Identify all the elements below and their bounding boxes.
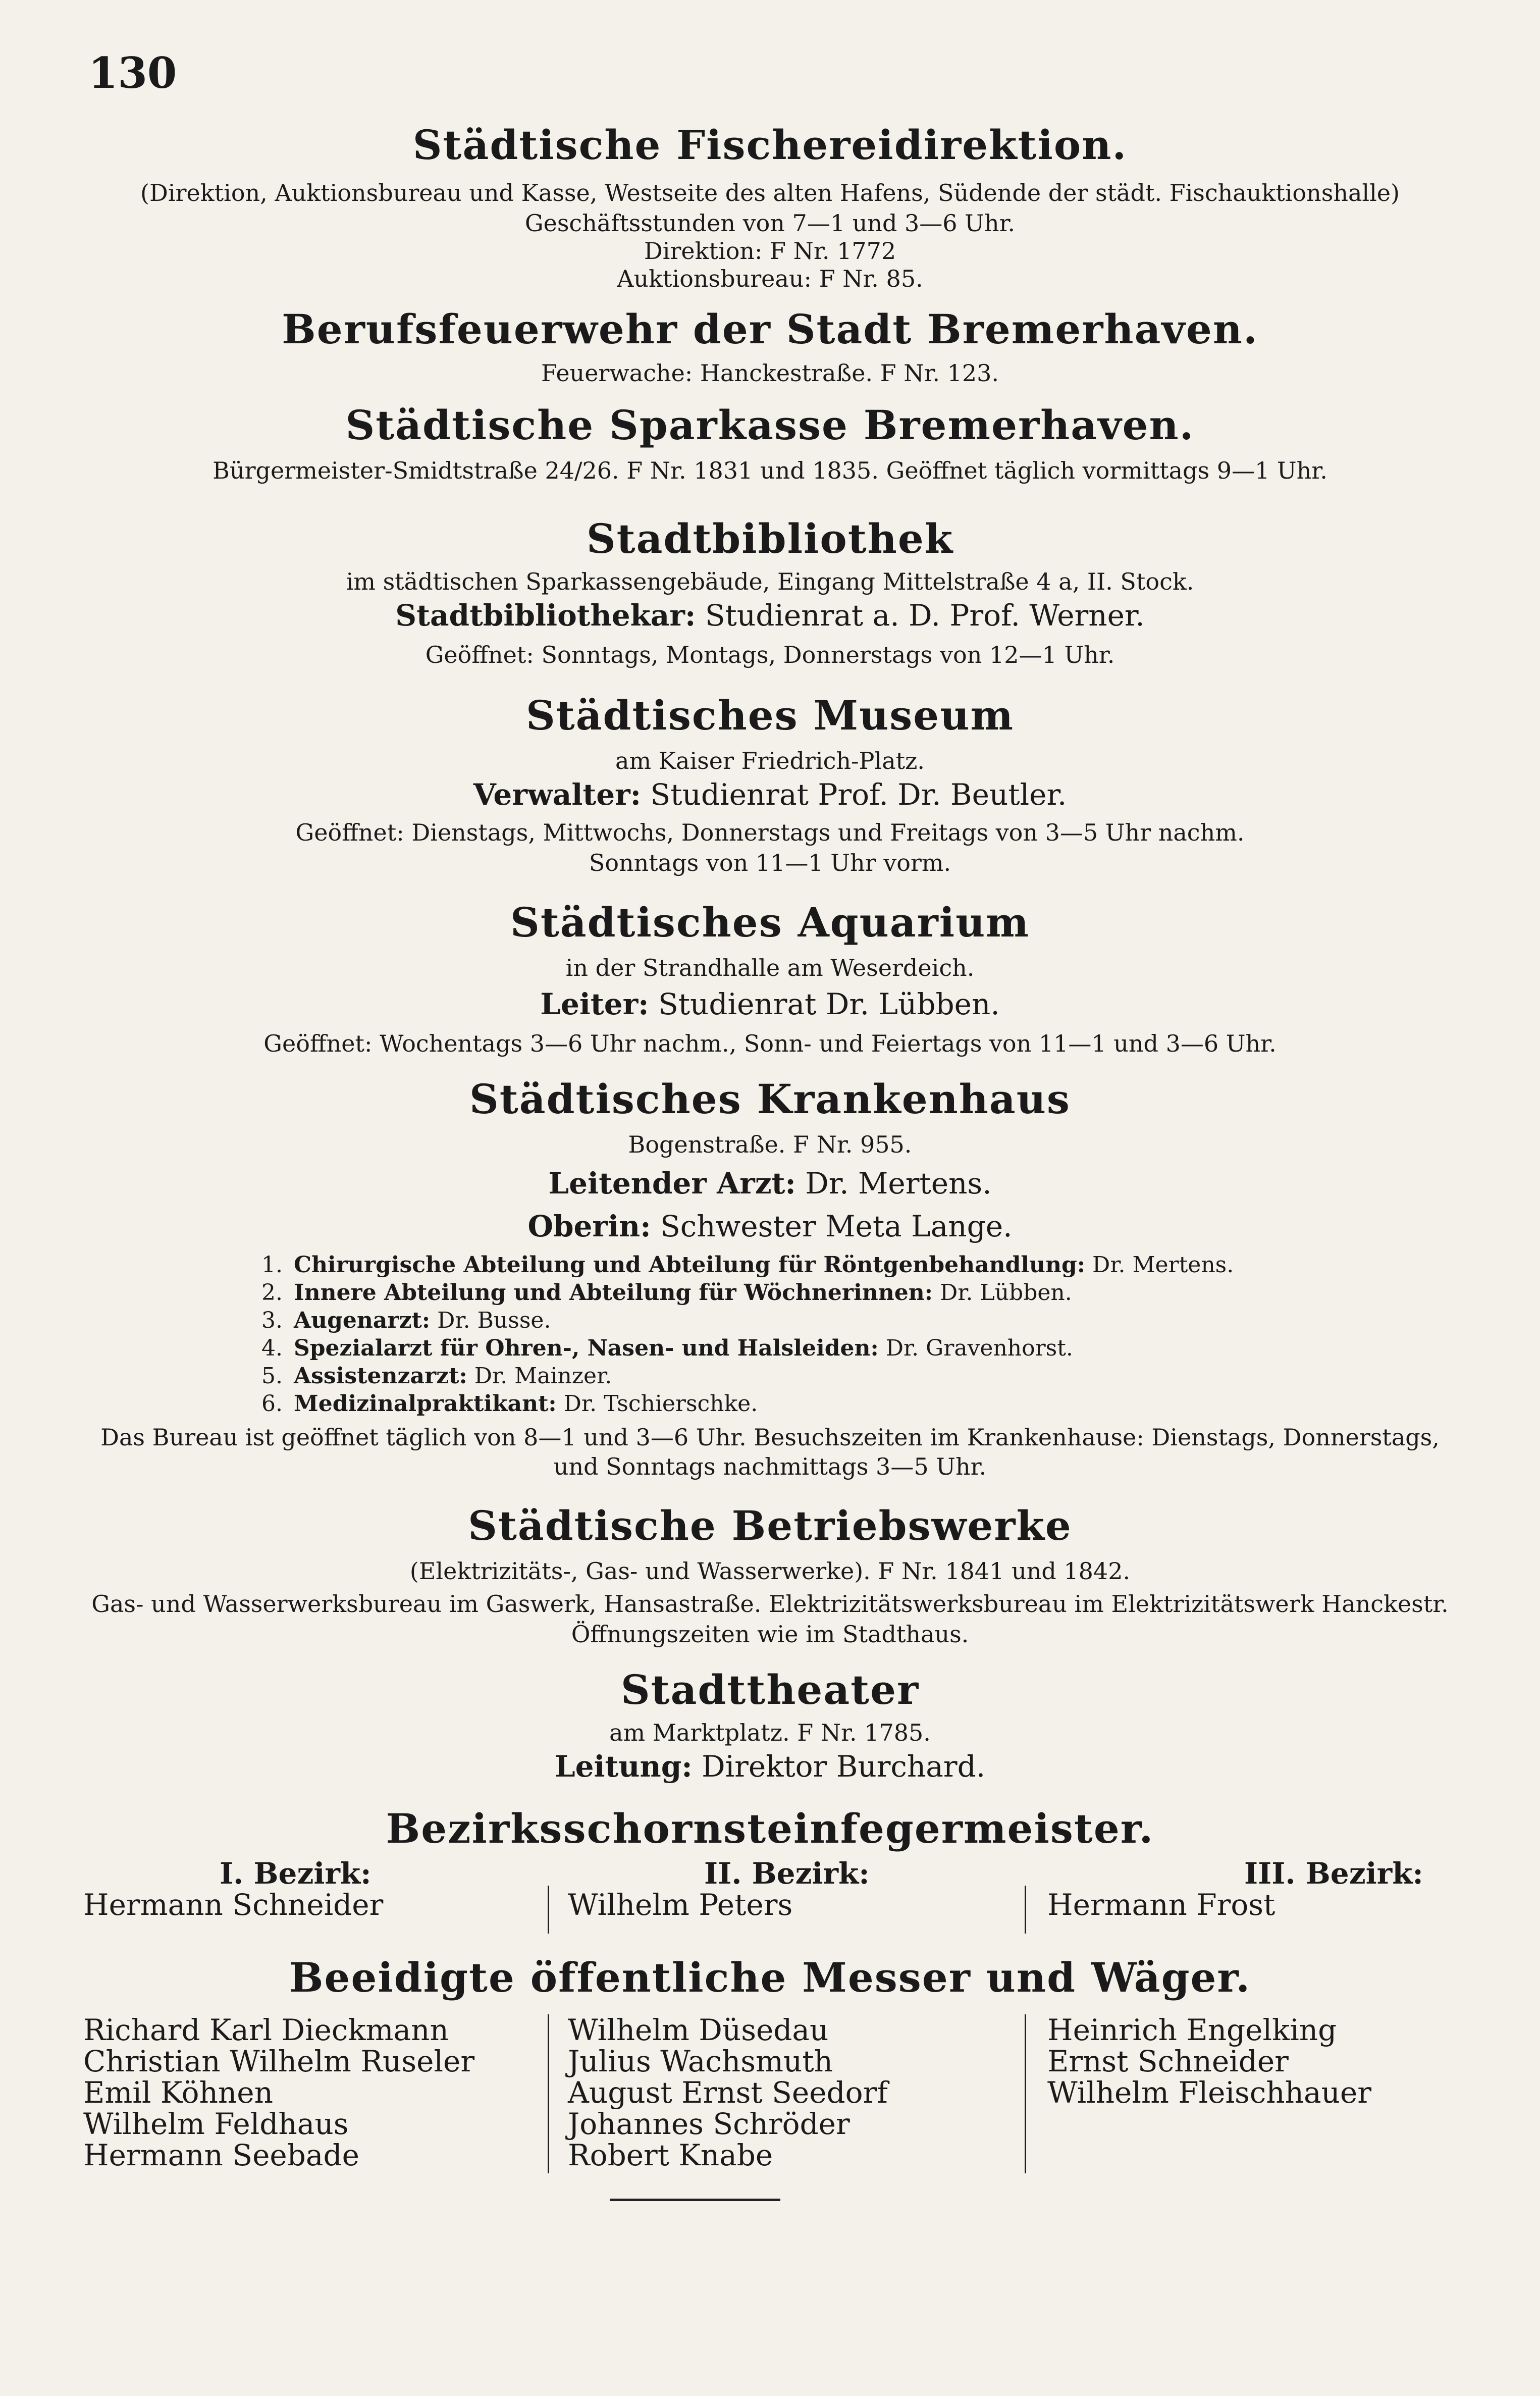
feuerwehr-title: Berufsfeuerwehr der Stadt Bremerhaven. <box>282 305 1258 353</box>
fischerei-line-3: Direktion: F Nr. 1772 <box>644 237 896 265</box>
museum-line-1: am Kaiser Friedrich-Platz. <box>615 747 925 774</box>
sparkasse-title: Städtische Sparkasse Bremerhaven. <box>345 401 1195 449</box>
krankenhaus-line-5: und Sonntags nachmittags 3—5 Uhr. <box>553 1453 987 1480</box>
bibliothek-title: Stadtbibliothek <box>586 515 954 562</box>
department-label: Spezialarzt für Ohren-, Nasen- und Halsleiden: <box>294 1335 879 1361</box>
bibliothekar-name: Studienrat a. D. Prof. Werner. <box>705 598 1145 633</box>
list-item: August Ernst Seedorf <box>568 2075 888 2110</box>
list-item: Heinrich Engelking <box>1047 2013 1337 2047</box>
department-label: Innere Abteilung und Abteilung für Wöchnerinnen: <box>294 1280 933 1306</box>
bibliothek-line-2 <box>0 598 1540 633</box>
fischerei-title: Städtische Fischereidirektion. <box>412 121 1128 169</box>
leiter-name: Studienrat Dr. Lübben. <box>658 987 1000 1021</box>
district-name: Hermann Frost <box>1047 1888 1276 1922</box>
bibliothek-line-3: Geöffnet: Sonntags, Montags, Donnerstags von 12—1 Uhr. <box>425 641 1115 668</box>
department-number: 6. <box>261 1391 283 1417</box>
column-divider <box>1025 1886 1026 1934</box>
theater-title: Stadttheater <box>620 1666 920 1713</box>
department-number: 1. <box>261 1252 283 1278</box>
bibliothek-line-1: im städtischen Sparkassengebäude, Eingang Mittelstraße 4 a, II. Stock. <box>346 568 1194 595</box>
krankenhaus-line-2 <box>0 1166 1540 1201</box>
fischerei-line-1: (Direktion, Auktionsbureau und Kasse, Westseite des alten Hafens, Südende der städt. Fischauktionshalle) <box>140 179 1400 206</box>
department-number: 3. <box>261 1308 283 1333</box>
department-item <box>237 1252 1234 1278</box>
feuerwehr-line-1: Feuerwache: Hanckestraße. F Nr. 123. <box>541 359 999 387</box>
list-item: Hermann Seebade <box>83 2138 359 2172</box>
betriebswerke-line-1: (Elektrizitäts-, Gas- und Wasserwerke). F Nr. 1841 und 1842. <box>409 1557 1131 1585</box>
department-item <box>237 1363 612 1389</box>
list-item: Christian Wilhelm Ruseler <box>83 2044 475 2078</box>
district-label: III. Bezirk: <box>1244 1856 1423 1891</box>
department-number: 4. <box>261 1335 283 1361</box>
department-label: Assistenzarzt: <box>294 1363 467 1389</box>
aquarium-line-2 <box>0 987 1540 1021</box>
district-name: Hermann Schneider <box>83 1888 384 1922</box>
district-name: Wilhelm Peters <box>568 1888 793 1922</box>
list-item: Ernst Schneider <box>1047 2044 1289 2078</box>
department-item <box>237 1308 551 1333</box>
schornstein-table <box>83 1858 1497 1934</box>
department-doctor: Dr. Gravenhorst. <box>885 1335 1073 1361</box>
oberin-label: Oberin: <box>527 1209 651 1243</box>
list-item: Wilhelm Fleischhauer <box>1047 2075 1371 2110</box>
museum-line-4: Sonntags von 11—1 Uhr vorm. <box>589 849 951 876</box>
theater-line-1: am Marktplatz. F Nr. 1785. <box>609 1719 931 1746</box>
leitung-label: Leitung: <box>554 1749 693 1784</box>
page-number: 130 <box>88 48 177 98</box>
department-doctor: Dr. Tschierschke. <box>563 1391 758 1417</box>
leitung-name: Direktor Burchard. <box>702 1749 986 1784</box>
messer-table <box>83 2014 1497 2181</box>
closing-rule <box>610 2199 780 2201</box>
krankenhaus-line-3 <box>0 1209 1540 1243</box>
krankenhaus-title: Städtisches Krankenhaus <box>469 1075 1071 1123</box>
sparkasse-line-1: Bürgermeister-Smidtstraße 24/26. F Nr. 1831 und 1835. Geöffnet täglich vormittags 9—1 Uhr. <box>213 457 1327 484</box>
fischerei-line-2: Geschäftsstunden von 7—1 und 3—6 Uhr. <box>524 210 1016 237</box>
krankenhaus-line-4: Das Bureau ist geöffnet täglich von 8—1 und 3—6 Uhr. Besuchszeiten im Krankenhause: Dienstags, Donnerstags, <box>100 1424 1440 1451</box>
list-item: Wilhelm Feldhaus <box>83 2107 349 2141</box>
aquarium-line-3: Geöffnet: Wochentags 3—6 Uhr nachm., Sonn- und Feiertags von 11—1 und 3—6 Uhr. <box>263 1030 1277 1057</box>
department-doctor: Dr. Mertens. <box>1092 1252 1234 1278</box>
bibliothekar-label: Stadtbibliothekar: <box>395 598 696 633</box>
museum-title: Städtisches Museum <box>525 692 1014 739</box>
schornstein-title: Bezirksschornsteinfegermeister. <box>386 1805 1154 1852</box>
department-doctor: Dr. Lübben. <box>940 1280 1072 1306</box>
aquarium-line-1: in der Strandhalle am Weserdeich. <box>565 954 975 981</box>
list-item: Robert Knabe <box>568 2138 773 2172</box>
list-item: Johannes Schröder <box>568 2107 850 2141</box>
department-label: Chirurgische Abteilung und Abteilung für Röntgenbehandlung: <box>294 1252 1086 1278</box>
department-item <box>237 1280 1072 1306</box>
department-label: Augenarzt: <box>294 1308 431 1333</box>
leitender-arzt-label: Leitender Arzt: <box>548 1166 796 1201</box>
district-label: II. Bezirk: <box>704 1856 870 1891</box>
department-number: 5. <box>261 1363 283 1389</box>
betriebswerke-title: Städtische Betriebswerke <box>468 1502 1072 1549</box>
column-divider <box>548 2014 549 2173</box>
district-3 <box>1047 1858 1497 1920</box>
department-doctor: Dr. Mainzer. <box>474 1363 612 1389</box>
district-label: I. Bezirk: <box>220 1856 371 1891</box>
museum-line-3: Geöffnet: Dienstags, Mittwochs, Donnerstags und Freitags von 3—5 Uhr nachm. <box>295 819 1245 846</box>
column-divider <box>1025 2014 1026 2173</box>
museum-line-2 <box>0 777 1540 812</box>
messer-title: Beeidigte öffentliche Messer und Wäger. <box>289 1954 1251 2001</box>
messer-column-3 <box>1047 2014 1371 2108</box>
department-label: Medizinalpraktikant: <box>294 1391 557 1417</box>
column-divider <box>548 1886 549 1934</box>
list-item: Richard Karl Dieckmann <box>83 2013 449 2047</box>
betriebswerke-line-3: Öffnungszeiten wie im Stadthaus. <box>571 1621 969 1648</box>
verwalter-name: Studienrat Prof. Dr. Beutler. <box>650 777 1067 812</box>
messer-column-1 <box>83 2014 474 2171</box>
krankenhaus-line-1: Bogenstraße. F Nr. 955. <box>628 1131 912 1158</box>
list-item: Emil Köhnen <box>83 2075 273 2110</box>
fischerei-line-4: Auktionsbureau: F Nr. 85. <box>617 265 923 292</box>
verwalter-label: Verwalter: <box>473 777 642 812</box>
department-item <box>237 1391 758 1417</box>
theater-line-2 <box>0 1749 1540 1784</box>
leiter-label: Leiter: <box>540 987 649 1021</box>
department-doctor: Dr. Busse. <box>437 1308 551 1333</box>
district-1 <box>83 1858 538 1920</box>
department-item <box>237 1335 1073 1361</box>
department-number: 2. <box>261 1280 283 1306</box>
leitender-arzt-name: Dr. Mertens. <box>805 1166 992 1201</box>
list-item: Wilhelm Düsedau <box>568 2013 829 2047</box>
oberin-name: Schwester Meta Lange. <box>660 1209 1013 1243</box>
betriebswerke-line-2: Gas- und Wasserwerksbureau im Gaswerk, Hansastraße. Elektrizitätswerksbureau im Elektrizitätswerk Hanckestr. <box>91 1590 1449 1618</box>
district-2 <box>568 1858 1022 1920</box>
aquarium-title: Städtisches Aquarium <box>510 899 1030 946</box>
messer-column-2 <box>568 2014 888 2171</box>
list-item: Julius Wachsmuth <box>568 2044 833 2078</box>
